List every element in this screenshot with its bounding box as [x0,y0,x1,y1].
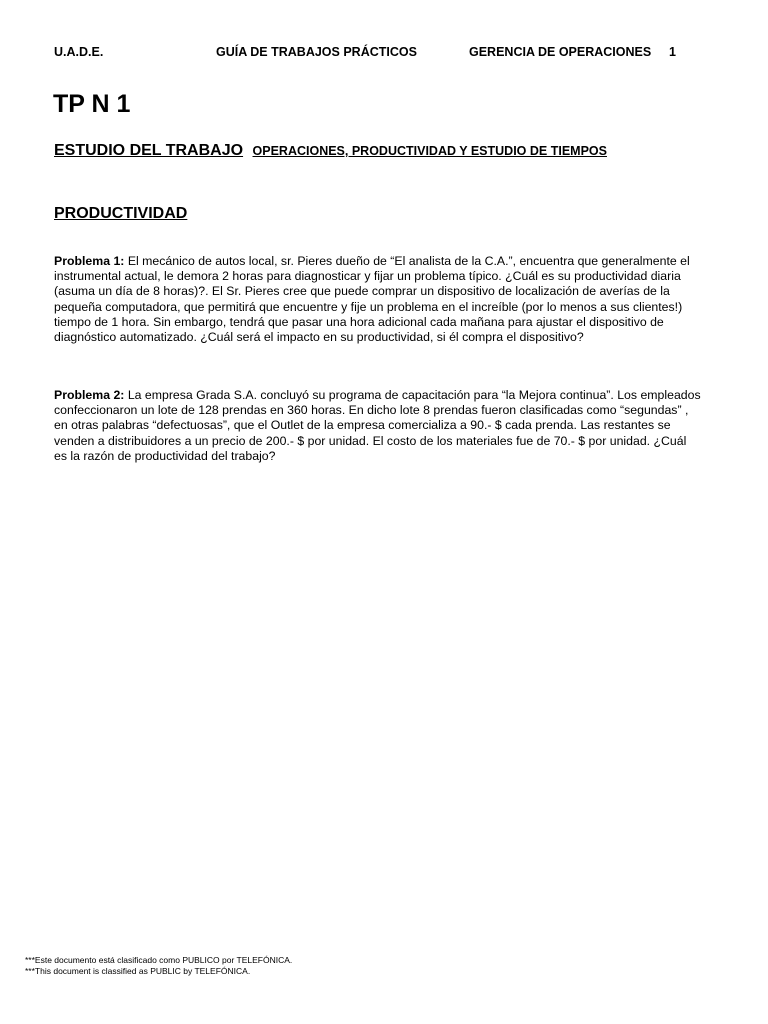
problem-1-text-line: pequeña computadora, que permitirá que encuentre y fije un problema en el increíble (por lo menos a sus clientes!) [54,299,683,314]
footer-line-spanish: ***Este documento está clasificado como PUBLICO por TELEFÓNICA. [25,955,293,965]
header-institution: U.A.D.E. [54,45,104,59]
header-guide-title: GUÍA DE TRABAJOS PRÁCTICOS [216,45,417,59]
document-title: TP N 1 [53,90,131,118]
problem-2-paragraph [54,388,724,464]
subject-heading [54,142,607,160]
problem-1-text-line: tiempo de 1 hora. Sin embargo, tendrá que pasar una hora adicional cada mañana para ajustar el dispositivo de [54,314,664,329]
problem-1-paragraph [54,254,724,345]
problem-1-text-line: El mecánico de autos local, sr. Pieres dueño de “El analista de la C.A.”, encuentra que generalmente el [127,254,690,268]
classification-footer [25,955,292,976]
problem-2-label: Problema 2: [54,388,125,402]
problem-2-text-line: en otras palabras “defectuosas”, que el Outlet de la empresa comercializa a 90.- $ cada prenda. Las restantes se [54,418,671,433]
problem-2-text-line: venden a distribuidores a un precio de 200.- $ por unidad. El costo de los materiales fue de 70.- $ por unidad. ¿Cuál [54,433,687,448]
header-page-number: 1 [669,45,676,59]
problem-1-label: Problema 1: [54,254,125,268]
section-title: PRODUCTIVIDAD [54,205,188,222]
footer-line-english: ***This document is classified as PUBLIC by TELEFÓNICA. [25,965,251,976]
problem-2-text-line: confeccionaron un lote de 128 prendas en 360 horas. En dicho lote 8 prendas fueron clasificadas como “segundas” , [54,403,689,418]
problem-2-text-line: es la razón de productividad del trabajo? [54,448,276,463]
problem-1-text-line: diagnóstico automatizado. ¿Cuál será el impacto en su productividad, si él compra el dispositivo? [54,330,584,345]
problem-1-text-line: (asuma un día de 8 horas)?. El Sr. Pieres cree que puede comprar un dispositivo de localización de averías de la [54,284,670,299]
header-course-name: GERENCIA DE OPERACIONES [469,45,652,59]
problem-2-text-line: La empresa Grada S.A. concluyó su programa de capacitación para “la Mejora continua”. Los empleados [127,388,701,402]
subject-main-title: ESTUDIO DEL TRABAJO [54,142,244,159]
problem-1-text-line: instrumental actual, le demora 2 horas para diagnosticar y fijar un problema típico. ¿Cuál es su productividad diaria [54,269,681,284]
subject-subtitle: OPERACIONES, PRODUCTIVIDAD Y ESTUDIO DE TIEMPOS [252,144,607,158]
